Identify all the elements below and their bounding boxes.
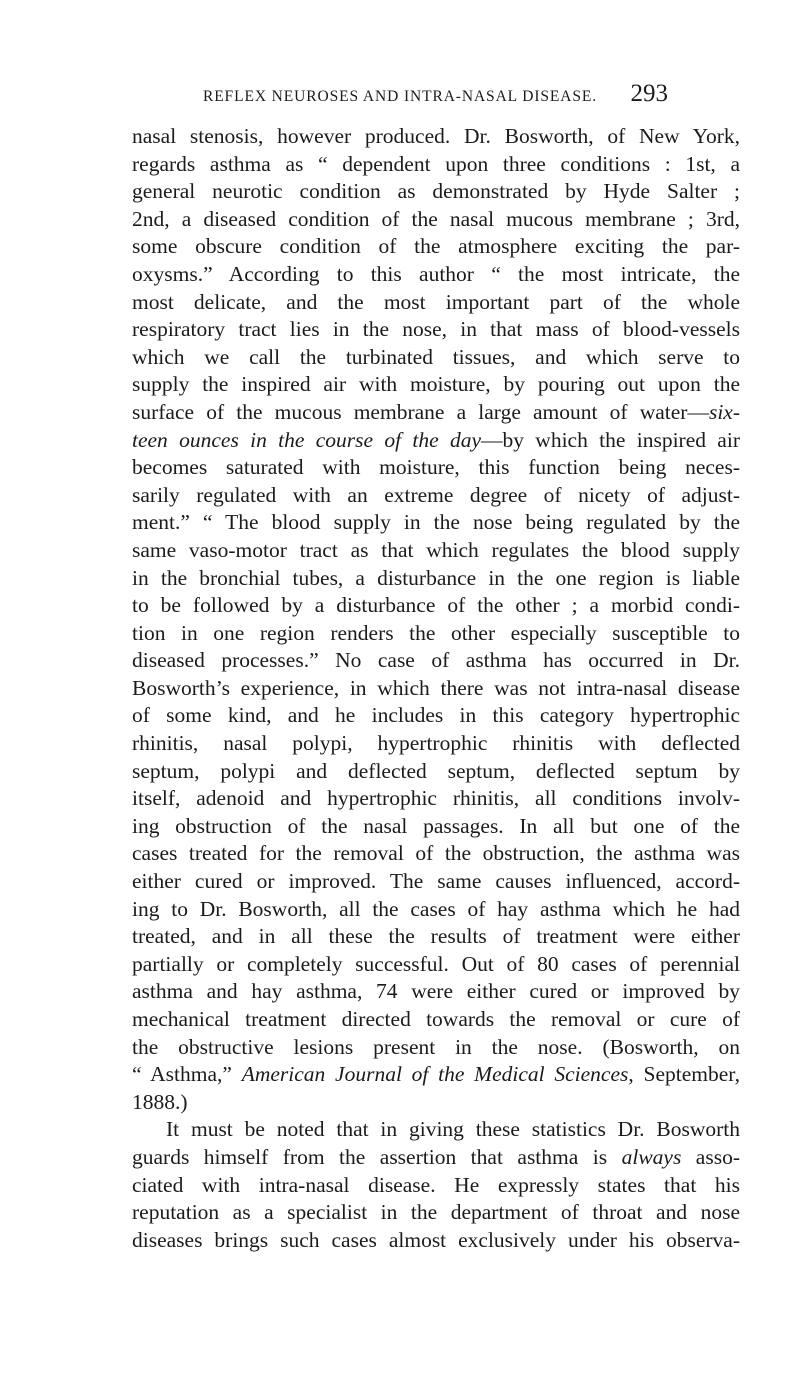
text-line: oxysms.” According to this author “ the most intricate, the	[132, 261, 740, 286]
text-line: ciated with intra-nasal disease. He expressly states that his	[132, 1172, 740, 1197]
text-segment: guards himself from the assertion that asthma is	[132, 1144, 622, 1169]
text-line: supply the inspired air with moisture, by pouring out upon the	[132, 372, 740, 397]
text-segment: surface of the mucous membrane a large amount of water—	[132, 399, 709, 424]
text-segment: , September,	[628, 1062, 740, 1087]
text-line	[132, 1144, 740, 1172]
text-line: diseased processes.” No case of asthma has occurred in Dr.	[132, 648, 740, 673]
text-line: cases treated for the removal of the obstruction, the asthma was	[132, 841, 740, 866]
text-line: to be followed by a disturbance of the other ; a morbid condi-	[132, 593, 740, 618]
text-line: septum, polypi and deflected septum, deflected septum by	[132, 758, 740, 783]
text-line: Bosworth’s experience, in which there was not intra-nasal disease	[132, 675, 740, 700]
text-line	[132, 399, 740, 427]
text-line: same vaso-motor tract as that which regulates the blood supply	[132, 537, 740, 562]
text-line	[132, 427, 740, 455]
body-text	[132, 123, 740, 1254]
text-line: reputation as a specialist in the department of throat and nose	[132, 1200, 740, 1225]
text-line: either cured or improved. The same causes influenced, accord-	[132, 869, 740, 894]
text-line: the obstructive lesions present in the nose. (Bosworth, on	[132, 1034, 740, 1059]
text-line: general neurotic condition as demonstrated by Hyde Salter ;	[132, 179, 740, 204]
text-line: some obscure condition of the atmosphere exciting the par-	[132, 234, 740, 259]
text-line: mechanical treatment directed towards the removal or cure of	[132, 1007, 740, 1031]
text-segment: —by which the inspired air	[481, 427, 740, 452]
paragraph-start-line: It must be noted that in giving these statistics Dr. Bosworth	[166, 1117, 740, 1142]
text-line: ment.” “ The blood supply in the nose being regulated by the	[132, 510, 740, 535]
text-line: rhinitis, nasal polypi, hypertrophic rhinitis with deflected	[132, 731, 740, 756]
italic-word: always	[621, 1144, 682, 1169]
text-line: treated, and in all these the results of treatment were either	[132, 924, 740, 949]
text-line: ing to Dr. Bosworth, all the cases of hay asthma which he had	[132, 896, 740, 921]
text-line: of some kind, and he includes in this category hypertrophic	[132, 703, 740, 728]
text-line: partially or completely successful. Out of 80 cases of perennial	[132, 951, 740, 976]
text-line	[132, 1061, 740, 1089]
text-line: 1888.)	[132, 1089, 188, 1114]
journal-title: American Journal of the Medical Sciences	[241, 1062, 629, 1087]
text-line: itself, adenoid and hypertrophic rhinitis, all conditions involv-	[132, 786, 740, 811]
text-line: which we call the turbinated tissues, and which serve to	[132, 344, 740, 369]
text-line: becomes saturated with moisture, this function being neces-	[132, 455, 740, 480]
text-line: most delicate, and the most important part of the whole	[132, 289, 740, 314]
text-line: regards asthma as “ dependent upon three conditions : 1st, a	[132, 151, 740, 176]
text-line: ing obstruction of the nasal passages. In all but one of the	[132, 813, 740, 838]
page-header	[0, 78, 800, 118]
text-line: asthma and hay asthma, 74 were either cured or improved by	[132, 979, 740, 1004]
page-number: 293	[630, 80, 668, 107]
text-segment: asso-	[681, 1144, 740, 1169]
text-line: 2nd, a diseased condition of the nasal mucous membrane ; 3rd,	[132, 206, 740, 231]
italic-phrase: teen ounces in the course of the day	[132, 427, 481, 452]
text-line: sarily regulated with an extreme degree of nicety of adjust-	[132, 482, 740, 507]
italic-phrase: six-	[708, 399, 740, 424]
text-segment: “ Asthma,”	[132, 1062, 242, 1087]
text-line: nasal stenosis, however produced. Dr. Bosworth, of New York,	[132, 124, 740, 148]
text-line: diseases brings such cases almost exclusively under his observa-	[132, 1227, 740, 1252]
text-line: tion in one region renders the other especially susceptible to	[132, 620, 740, 645]
text-line: respiratory tract lies in the nose, in that mass of blood-vessels	[132, 317, 740, 342]
running-head: REFLEX NEUROSES AND INTRA-NASAL DISEASE.	[202, 88, 598, 105]
text-line: in the bronchial tubes, a disturbance in the one region is liable	[132, 565, 740, 590]
